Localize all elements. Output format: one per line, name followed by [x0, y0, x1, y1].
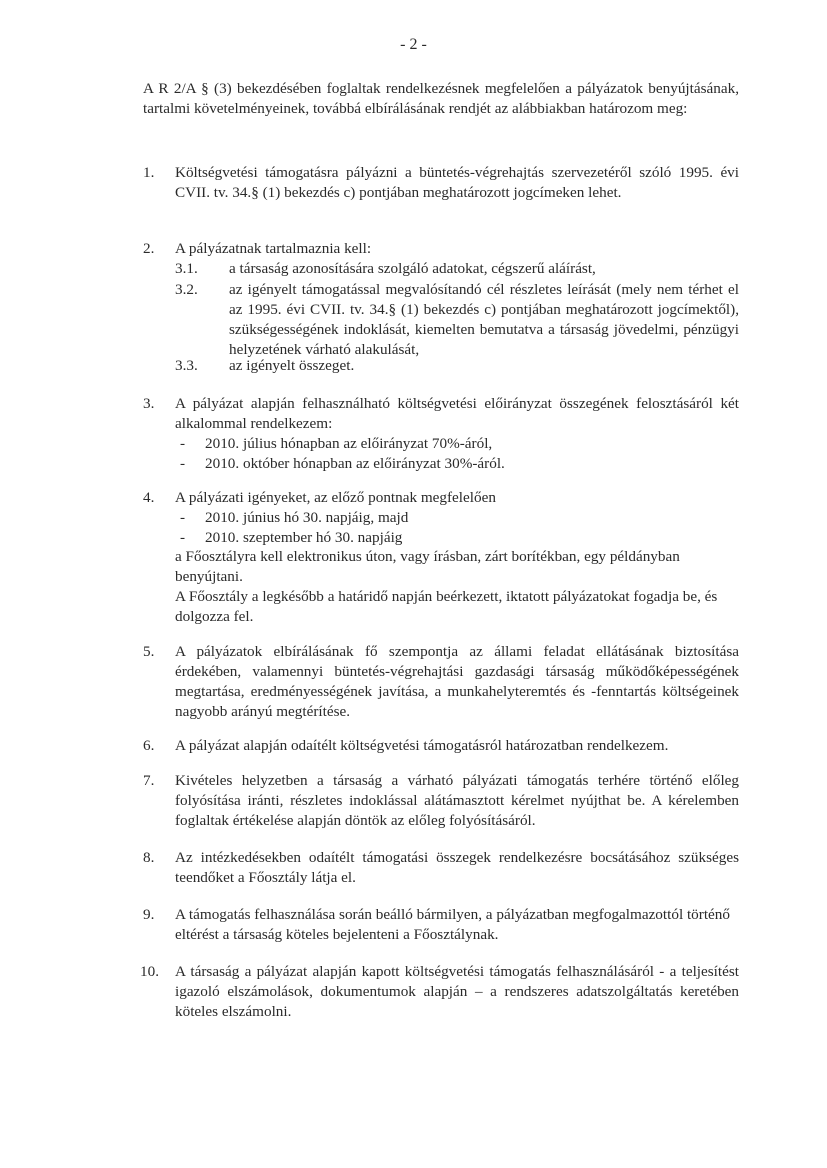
item-7-text: Kivételes helyzetben a társaság a várható pályázati támogatás terhére történő előleg folyósítása iránti, részletes indoklással alátámasztott kérelmet nyújthat be. A kérelemben foglaltak értékelése alapján döntök az előleg folyósításáról.: [175, 772, 739, 829]
item-4-dash-1: -: [180, 509, 186, 526]
item-6-number: 6.: [143, 737, 155, 754]
item-4-dash-2: -: [180, 529, 186, 546]
subitem-3-2-text: az igényelt támogatással megvalósítandó cél részletes leírását (mely nem térhet el az 1995. évi CVII. tv. 34.§ (1) bekezdés c) pontjában meghatározott jogcímektől), szükségességének indoklását, kiemelten bemutatva a társaság jövedelmi, pénzügyi helyzetének várható alakulását,: [229, 281, 739, 358]
item-3-number: 3.: [143, 395, 155, 412]
page-number: - 2 -: [400, 36, 427, 53]
item-3-dash-1: -: [180, 435, 186, 452]
item-3-dash-text-1: 2010. július hónapban az előirányzat 70%-áról,: [205, 435, 493, 452]
item-8-text: Az intézkedésekben odaítélt támogatási összegek rendelkezésre bocsátásához szükséges teendőket a Főosztály látja el.: [175, 849, 739, 886]
item-10-number: 10.: [140, 963, 159, 980]
item-7-number: 7.: [143, 772, 155, 789]
item-4-text: A pályázati igényeket, az előző pontnak megfelelően: [175, 489, 496, 506]
item-1-text: Költségvetési támogatásra pályázni a büntetés-végrehajtás szervezetéről szóló 1995. évi CVII. tv. 34.§ (1) bekezdés c) pontjában meghatározott jogcímeken lehet.: [175, 164, 739, 201]
item-4-after-text-2: A Főosztály a legkésőbb a határidő napján beérkezett, iktatott pályázatokat fogadja be, és dolgozza fel.: [175, 588, 718, 625]
item-3-dash-text-2: 2010. október hónapban az előirányzat 30%-áról.: [205, 455, 505, 472]
item-4-number: 4.: [143, 489, 155, 506]
item-9-text: A támogatás felhasználása során beálló bármilyen, a pályázatban megfogalmazottól történő eltérést a társaság köteles bejelenteni a Főosztálynak.: [175, 906, 730, 943]
item-3-dash-2: -: [180, 455, 186, 472]
item-3-text: A pályázat alapján felhasználható költségvetési előirányzat összegének felosztásáról két alkalommal rendelkezem:: [175, 395, 739, 432]
item-5-text: A pályázatok elbírálásának fő szempontja az állami feladat ellátásának biztosítása érdekében, valamennyi büntetés-végrehajtási gazdasági társaság működőképességének megtartása, eredményességének javítása, a munkahelyteremtés és -fenntartás költségeinek nagyobb arányú megtérítése.: [175, 643, 739, 720]
intro-paragraph: A R 2/A § (3) bekezdésében foglaltak rendelkezésnek megfelelően a pályázatok benyújtásának, tartalmi követelményeinek, továbbá elbírálásának rendjét az alábbiakban határozom meg:: [143, 80, 739, 117]
subitem-3-3-number: 3.3.: [175, 357, 198, 374]
subitem-3-2-number: 3.2.: [175, 281, 198, 298]
item-8-number: 8.: [143, 849, 155, 866]
subitem-3-3-text: az igényelt összeget.: [229, 357, 355, 374]
item-9-number: 9.: [143, 906, 155, 923]
item-5-number: 5.: [143, 643, 155, 660]
subitem-3-1-number: 3.1.: [175, 260, 198, 277]
item-6-text: A pályázat alapján odaítélt költségvetési támogatásról határozatban rendelkezem.: [175, 737, 669, 754]
item-10-text: A társaság a pályázat alapján kapott költségvetési támogatás felhasználásáról - a teljesítést igazoló elszámolások, dokumentumok alapján – a rendszeres adatszolgáltatás keretében köteles elszámolni.: [175, 963, 739, 1020]
item-4-dash-text-1: 2010. június hó 30. napjáig, majd: [205, 509, 409, 526]
item-4-dash-text-2: 2010. szeptember hó 30. napjáig: [205, 529, 403, 546]
item-2-text: A pályázatnak tartalmaznia kell:: [175, 240, 372, 257]
item-4-after-text: a Főosztályra kell elektronikus úton, vagy írásban, zárt borítékban, egy példányban benyújtani.: [175, 548, 680, 585]
item-1-number: 1.: [143, 164, 155, 181]
subitem-3-1-text: a társaság azonosítására szolgáló adatokat, cégszerű aláírást,: [229, 260, 596, 277]
item-2-number: 2.: [143, 240, 155, 257]
